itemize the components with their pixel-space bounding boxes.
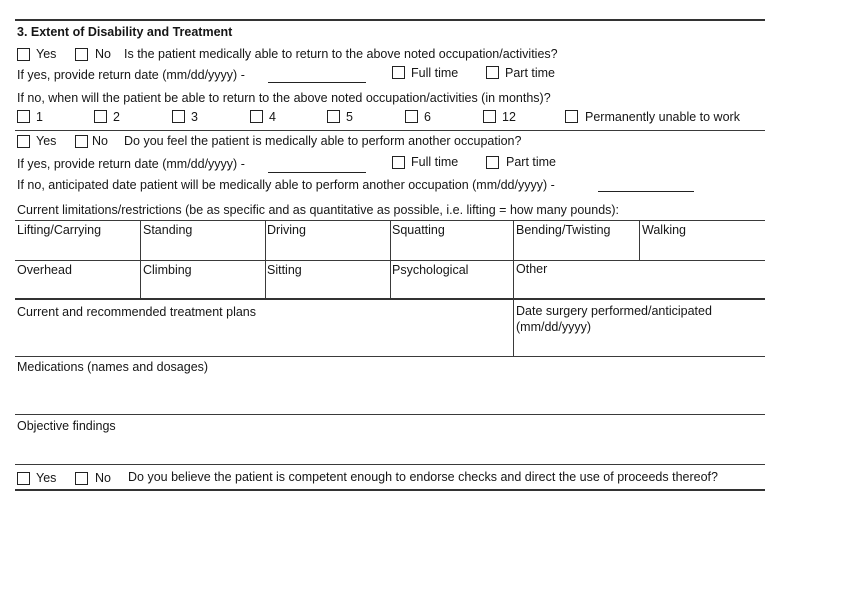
section-title: 3. Extent of Disability and Treatment xyxy=(17,25,233,39)
medications-bottom-line xyxy=(15,414,765,415)
full-time-2-label: Full time xyxy=(411,155,459,169)
q1-yes-label: Yes xyxy=(36,47,57,61)
cell-overhead[interactable]: Overhead xyxy=(17,263,72,277)
q1-question: Is the patient medically able to return to the above noted occupation/activities? xyxy=(124,47,558,61)
top-border xyxy=(15,19,765,21)
cell-psychological[interactable]: Psychological xyxy=(392,263,469,277)
month-5-label: 5 xyxy=(346,110,353,124)
return-date-2-label: If yes, provide return date (mm/dd/yyyy) - xyxy=(17,157,245,171)
month-4-checkbox[interactable] xyxy=(250,110,263,123)
cell-sitting[interactable]: Sitting xyxy=(267,263,302,277)
cell-lifting-carrying[interactable]: Lifting/Carrying xyxy=(17,223,102,237)
q2-yes-label: Yes xyxy=(36,134,57,148)
return-date-field[interactable] xyxy=(268,82,366,83)
full-time-2-checkbox[interactable] xyxy=(392,156,405,169)
objective-findings-label: Objective findings xyxy=(17,419,116,433)
q2-question: Do you feel the patient is medically able to perform another occupation? xyxy=(124,134,522,148)
cell-driving[interactable]: Driving xyxy=(267,223,306,237)
month-5-checkbox[interactable] xyxy=(327,110,340,123)
q2-yes-checkbox[interactable] xyxy=(17,135,30,148)
month-3-checkbox[interactable] xyxy=(172,110,185,123)
q2-no-label: No xyxy=(92,134,108,148)
full-time-label: Full time xyxy=(411,66,459,80)
cell-bending-twisting[interactable]: Bending/Twisting xyxy=(516,223,611,237)
divider-1 xyxy=(15,130,765,131)
month-4-label: 4 xyxy=(269,110,276,124)
cell-walking[interactable]: Walking xyxy=(642,223,686,237)
month-1-label: 1 xyxy=(36,110,43,124)
part-time-label: Part time xyxy=(505,66,556,80)
treatment-divider xyxy=(513,298,514,356)
limitations-label: Current limitations/restrictions (be as specific and as quantitative as possible, i.e. lifting = how many pounds): xyxy=(17,203,620,217)
month-3-label: 3 xyxy=(191,110,198,124)
permanently-unable-checkbox[interactable] xyxy=(565,110,578,123)
q3-no-label: No xyxy=(95,471,111,485)
anticipated-date-label: If no, anticipated date patient will be medically able to perform another occupation (mm/dd/yyyy) - xyxy=(17,178,555,192)
part-time-checkbox[interactable] xyxy=(486,66,499,79)
grid-bottom-line xyxy=(15,298,765,300)
grid-col-divider-4 xyxy=(513,220,514,298)
full-time-checkbox[interactable] xyxy=(392,66,405,79)
q1-no-label: No xyxy=(95,47,111,61)
surgery-label-line1: Date surgery performed/anticipated xyxy=(516,304,712,318)
cell-climbing[interactable]: Climbing xyxy=(143,263,192,277)
month-12-checkbox[interactable] xyxy=(483,110,496,123)
part-time-2-label: Part time xyxy=(506,155,557,169)
q1-no-checkbox[interactable] xyxy=(75,48,88,61)
month-6-label: 6 xyxy=(424,110,431,124)
cell-standing[interactable]: Standing xyxy=(143,223,193,237)
treatment-label: Current and recommended treatment plans xyxy=(17,305,257,319)
permanently-unable-label: Permanently unable to work xyxy=(585,110,740,124)
return-date-label: If yes, provide return date (mm/dd/yyyy) - xyxy=(17,68,245,82)
grid-col-divider-1 xyxy=(140,220,141,298)
part-time-2-checkbox[interactable] xyxy=(486,156,499,169)
cell-other[interactable]: Other xyxy=(516,262,548,276)
surgery-label-line2: (mm/dd/yyyy) xyxy=(516,320,591,334)
months-question: If no, when will the patient be able to return to the above noted occupation/activities (in months)? xyxy=(17,91,551,105)
q3-no-checkbox[interactable] xyxy=(75,472,88,485)
month-6-checkbox[interactable] xyxy=(405,110,418,123)
q2-no-checkbox[interactable] xyxy=(75,135,88,148)
month-1-checkbox[interactable] xyxy=(17,110,30,123)
q3-question: Do you believe the patient is competent enough to endorse checks and direct the use of proceeds thereof? xyxy=(128,470,718,484)
month-12-label: 12 xyxy=(502,110,516,124)
q3-yes-checkbox[interactable] xyxy=(17,472,30,485)
q3-bottom-line xyxy=(15,489,765,491)
anticipated-date-field[interactable] xyxy=(598,191,694,192)
q3-yes-label: Yes xyxy=(36,471,57,485)
grid-col-divider-5 xyxy=(639,220,640,260)
month-2-checkbox[interactable] xyxy=(94,110,107,123)
medications-label: Medications (names and dosages) xyxy=(17,360,209,374)
objective-bottom-line xyxy=(15,464,765,465)
cell-squatting[interactable]: Squatting xyxy=(392,223,445,237)
q1-yes-checkbox[interactable] xyxy=(17,48,30,61)
return-date-2-field[interactable] xyxy=(268,172,366,173)
grid-col-divider-2 xyxy=(265,220,266,298)
grid-col-divider-3 xyxy=(390,220,391,298)
month-2-label: 2 xyxy=(113,110,120,124)
treatment-bottom-line xyxy=(15,356,765,357)
